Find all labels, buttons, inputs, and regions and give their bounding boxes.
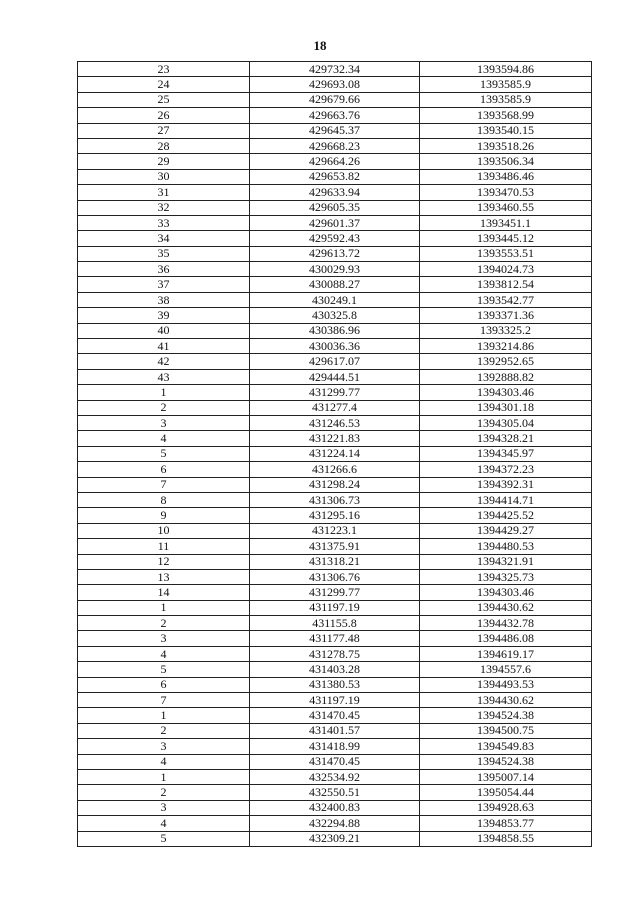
point-number-cell: 39 [78,308,250,323]
y-coordinate-cell: 1392888.82 [420,369,592,384]
table-row [78,62,592,77]
point-number-cell: 3 [78,800,250,815]
y-coordinate-cell: 1393470.53 [420,185,592,200]
x-coordinate-cell: 430088.27 [250,277,420,292]
point-number-cell: 4 [78,754,250,769]
y-coordinate-cell: 1394392.31 [420,477,592,492]
point-number-cell: 43 [78,369,250,384]
y-coordinate-cell: 1394493.53 [420,677,592,692]
table-row [78,262,592,277]
table-row [78,600,592,615]
table-row [78,462,592,477]
point-number-cell: 2 [78,723,250,738]
table-row [78,400,592,415]
table-row [78,154,592,169]
x-coordinate-cell: 431299.77 [250,385,420,400]
point-number-cell: 12 [78,554,250,569]
y-coordinate-cell: 1394524.38 [420,708,592,723]
x-coordinate-cell: 431177.48 [250,631,420,646]
y-coordinate-cell: 1394303.46 [420,385,592,400]
point-number-cell: 14 [78,585,250,600]
x-coordinate-cell: 432550.51 [250,785,420,800]
table-row [78,816,592,831]
y-coordinate-cell: 1394480.53 [420,539,592,554]
x-coordinate-cell: 430325.8 [250,308,420,323]
x-coordinate-cell: 431277.4 [250,400,420,415]
page-number: 18 [313,38,327,53]
y-coordinate-cell: 1394432.78 [420,616,592,631]
point-number-cell: 38 [78,292,250,307]
table-row [78,508,592,523]
y-coordinate-cell: 1394321.91 [420,554,592,569]
point-number-cell: 3 [78,631,250,646]
point-number-cell: 37 [78,277,250,292]
y-coordinate-cell: 1394619.17 [420,646,592,661]
x-coordinate-cell: 430029.93 [250,262,420,277]
table-row [78,677,592,692]
y-coordinate-cell: 1393486.46 [420,169,592,184]
table-row [78,523,592,538]
x-coordinate-cell: 431470.45 [250,754,420,769]
table-row [78,185,592,200]
x-coordinate-cell: 431266.6 [250,462,420,477]
point-number-cell: 34 [78,231,250,246]
coordinates-table [77,61,592,847]
y-coordinate-cell: 1392952.65 [420,354,592,369]
x-coordinate-cell: 429663.76 [250,108,420,123]
table-row [78,708,592,723]
x-coordinate-cell: 431401.57 [250,723,420,738]
x-coordinate-cell: 430249.1 [250,292,420,307]
point-number-cell: 7 [78,477,250,492]
x-coordinate-cell: 431418.99 [250,739,420,754]
table-row [78,385,592,400]
x-coordinate-cell: 431246.53 [250,415,420,430]
x-coordinate-cell: 431223.1 [250,523,420,538]
y-coordinate-cell: 1393518.26 [420,138,592,153]
point-number-cell: 4 [78,816,250,831]
table-row [78,800,592,815]
y-coordinate-cell: 1394524.38 [420,754,592,769]
point-number-cell: 10 [78,523,250,538]
point-number-cell: 31 [78,185,250,200]
y-coordinate-cell: 1393594.86 [420,62,592,77]
point-number-cell: 41 [78,339,250,354]
table-row [78,415,592,430]
x-coordinate-cell: 429592.43 [250,231,420,246]
table-row [78,292,592,307]
table-row [78,769,592,784]
y-coordinate-cell: 1393325.2 [420,323,592,338]
table-row [78,831,592,846]
point-number-cell: 3 [78,415,250,430]
y-coordinate-cell: 1394303.46 [420,585,592,600]
x-coordinate-cell: 429653.82 [250,169,420,184]
table-row [78,138,592,153]
y-coordinate-cell: 1394500.75 [420,723,592,738]
table-row [78,662,592,677]
x-coordinate-cell: 431224.14 [250,446,420,461]
point-number-cell: 8 [78,492,250,507]
y-coordinate-cell: 1394430.62 [420,600,592,615]
point-number-cell: 1 [78,600,250,615]
table-row [78,169,592,184]
point-number-cell: 4 [78,431,250,446]
y-coordinate-cell: 1394301.18 [420,400,592,415]
x-coordinate-cell: 431375.91 [250,539,420,554]
y-coordinate-cell: 1393451.1 [420,215,592,230]
point-number-cell: 2 [78,785,250,800]
x-coordinate-cell: 429664.26 [250,154,420,169]
y-coordinate-cell: 1394425.52 [420,508,592,523]
table-row [78,446,592,461]
y-coordinate-cell: 1394858.55 [420,831,592,846]
y-coordinate-cell: 1393540.15 [420,123,592,138]
y-coordinate-cell: 1394414.71 [420,492,592,507]
table-row [78,492,592,507]
x-coordinate-cell: 429633.94 [250,185,420,200]
point-number-cell: 13 [78,569,250,584]
x-coordinate-cell: 431295.16 [250,508,420,523]
point-number-cell: 11 [78,539,250,554]
table-row [78,754,592,769]
point-number-cell: 26 [78,108,250,123]
point-number-cell: 6 [78,677,250,692]
y-coordinate-cell: 1393542.77 [420,292,592,307]
x-coordinate-cell: 431298.24 [250,477,420,492]
point-number-cell: 42 [78,354,250,369]
y-coordinate-cell: 1394372.23 [420,462,592,477]
point-number-cell: 33 [78,215,250,230]
table-row [78,785,592,800]
y-coordinate-cell: 1393568.99 [420,108,592,123]
point-number-cell: 36 [78,262,250,277]
x-coordinate-cell: 431306.73 [250,492,420,507]
table-row [78,646,592,661]
y-coordinate-cell: 1393371.36 [420,308,592,323]
y-coordinate-cell: 1393553.51 [420,246,592,261]
y-coordinate-cell: 1393445.12 [420,231,592,246]
y-coordinate-cell: 1394328.21 [420,431,592,446]
point-number-cell: 2 [78,616,250,631]
table-row [78,200,592,215]
table-row [78,246,592,261]
x-coordinate-cell: 431197.19 [250,600,420,615]
x-coordinate-cell: 429668.23 [250,138,420,153]
y-coordinate-cell: 1393812.54 [420,277,592,292]
y-coordinate-cell: 1394430.62 [420,693,592,708]
point-number-cell: 5 [78,446,250,461]
point-number-cell: 40 [78,323,250,338]
y-coordinate-cell: 1394024.73 [420,262,592,277]
y-coordinate-cell: 1394557.6 [420,662,592,677]
x-coordinate-cell: 429605.35 [250,200,420,215]
point-number-cell: 5 [78,662,250,677]
x-coordinate-cell: 431470.45 [250,708,420,723]
y-coordinate-cell: 1394486.08 [420,631,592,646]
table-row [78,739,592,754]
x-coordinate-cell: 429613.72 [250,246,420,261]
point-number-cell: 1 [78,769,250,784]
point-number-cell: 35 [78,246,250,261]
y-coordinate-cell: 1394928.63 [420,800,592,815]
x-coordinate-cell: 429732.34 [250,62,420,77]
y-coordinate-cell: 1393585.9 [420,77,592,92]
table-row [78,569,592,584]
point-number-cell: 30 [78,169,250,184]
x-coordinate-cell: 429645.37 [250,123,420,138]
table-row [78,554,592,569]
x-coordinate-cell: 430036.36 [250,339,420,354]
y-coordinate-cell: 1394549.83 [420,739,592,754]
x-coordinate-cell: 429617.07 [250,354,420,369]
y-coordinate-cell: 1393585.9 [420,92,592,107]
point-number-cell: 1 [78,708,250,723]
table-row [78,77,592,92]
x-coordinate-cell: 431197.19 [250,693,420,708]
coordinates-table-body [78,62,592,847]
table-row [78,308,592,323]
table-row [78,354,592,369]
x-coordinate-cell: 431318.21 [250,554,420,569]
point-number-cell: 5 [78,831,250,846]
x-coordinate-cell: 431299.77 [250,585,420,600]
table-row [78,369,592,384]
point-number-cell: 3 [78,739,250,754]
table-row [78,323,592,338]
y-coordinate-cell: 1394325.73 [420,569,592,584]
point-number-cell: 7 [78,693,250,708]
point-number-cell: 6 [78,462,250,477]
x-coordinate-cell: 432400.83 [250,800,420,815]
x-coordinate-cell: 429601.37 [250,215,420,230]
x-coordinate-cell: 429693.08 [250,77,420,92]
y-coordinate-cell: 1394853.77 [420,816,592,831]
point-number-cell: 1 [78,385,250,400]
point-number-cell: 24 [78,77,250,92]
x-coordinate-cell: 432534.92 [250,769,420,784]
x-coordinate-cell: 431278.75 [250,646,420,661]
table-row [78,277,592,292]
point-number-cell: 9 [78,508,250,523]
y-coordinate-cell: 1395007.14 [420,769,592,784]
y-coordinate-cell: 1393506.34 [420,154,592,169]
table-row [78,92,592,107]
x-coordinate-cell: 429679.66 [250,92,420,107]
point-number-cell: 27 [78,123,250,138]
x-coordinate-cell: 430386.96 [250,323,420,338]
point-number-cell: 25 [78,92,250,107]
table-row [78,108,592,123]
table-row [78,585,592,600]
point-number-cell: 2 [78,400,250,415]
table-row [78,477,592,492]
x-coordinate-cell: 431403.28 [250,662,420,677]
y-coordinate-cell: 1394305.04 [420,415,592,430]
point-number-cell: 4 [78,646,250,661]
x-coordinate-cell: 431155.8 [250,616,420,631]
table-row [78,631,592,646]
x-coordinate-cell: 429444.51 [250,369,420,384]
y-coordinate-cell: 1394345.97 [420,446,592,461]
y-coordinate-cell: 1393460.55 [420,200,592,215]
table-row [78,431,592,446]
table-row [78,123,592,138]
x-coordinate-cell: 431306.76 [250,569,420,584]
point-number-cell: 29 [78,154,250,169]
point-number-cell: 23 [78,62,250,77]
point-number-cell: 32 [78,200,250,215]
x-coordinate-cell: 431221.83 [250,431,420,446]
table-row [78,339,592,354]
table-row [78,693,592,708]
x-coordinate-cell: 431380.53 [250,677,420,692]
table-row [78,616,592,631]
x-coordinate-cell: 432294.88 [250,816,420,831]
y-coordinate-cell: 1395054.44 [420,785,592,800]
y-coordinate-cell: 1393214.86 [420,339,592,354]
table-row [78,231,592,246]
y-coordinate-cell: 1394429.27 [420,523,592,538]
x-coordinate-cell: 432309.21 [250,831,420,846]
table-row [78,539,592,554]
point-number-cell: 28 [78,138,250,153]
table-row [78,215,592,230]
table-row [78,723,592,738]
